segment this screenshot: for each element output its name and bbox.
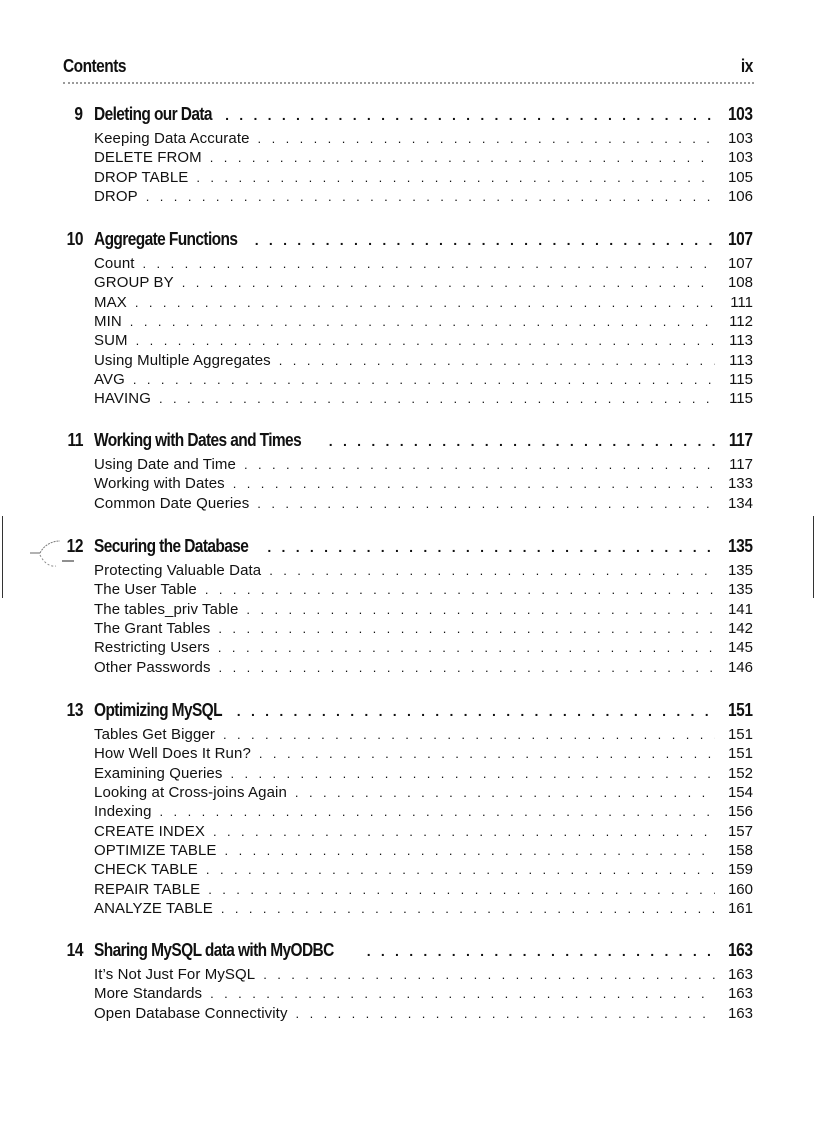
section-page-number: 158 — [727, 842, 753, 860]
section-title: Other Passwords — [94, 658, 211, 676]
dot-leader — [267, 539, 718, 555]
section-entry[interactable] — [94, 639, 753, 658]
chapter-title: Aggregate Functions — [94, 229, 238, 249]
section-title: REPAIR TABLE — [94, 880, 201, 898]
dot-leader — [160, 804, 715, 819]
section-page-number: 157 — [727, 822, 753, 840]
dot-leader — [143, 256, 715, 271]
section-page-number: 112 — [729, 313, 753, 331]
section-page-number: 142 — [727, 620, 753, 638]
dot-leader — [225, 843, 715, 858]
section-entry[interactable] — [94, 495, 753, 514]
running-header-page-number: ix — [741, 56, 753, 76]
dot-leader — [146, 189, 715, 204]
dot-leader — [255, 232, 719, 248]
section-page-number: 107 — [727, 255, 753, 272]
section-entry[interactable] — [94, 726, 753, 745]
dot-leader — [219, 660, 715, 675]
chapter-number: 14 — [66, 940, 83, 960]
section-title: SUM — [94, 332, 128, 350]
dot-leader — [295, 785, 715, 800]
section-entry[interactable] — [94, 149, 753, 168]
chapter-number: 10 — [66, 229, 83, 249]
section-title: It’s Not Just For MySQL — [94, 966, 256, 983]
dot-leader — [221, 901, 715, 916]
section-title: GROUP BY — [94, 274, 174, 292]
section-entry[interactable] — [94, 745, 753, 764]
dot-leader — [269, 563, 715, 578]
section-page-number: 156 — [727, 803, 753, 821]
chapter-page-number: 163 — [728, 940, 753, 960]
section-title: MAX — [94, 293, 127, 311]
chapter-line — [94, 536, 753, 557]
section-entry[interactable] — [94, 274, 753, 293]
section-page-number: 151 — [727, 726, 753, 743]
section-page-number: 163 — [727, 1004, 753, 1022]
section-title: The tables_priv Table — [94, 600, 239, 618]
section-title: Working with Dates — [94, 475, 225, 493]
dot-leader — [263, 967, 715, 982]
section-title: Protecting Valuable Data — [94, 562, 262, 579]
section-entry[interactable] — [94, 332, 753, 351]
section-title: DROP — [94, 188, 138, 206]
chapter-page-number: 107 — [728, 229, 753, 249]
chapter-line — [94, 430, 753, 451]
dot-leader — [258, 131, 715, 146]
section-title: ANALYZE TABLE — [94, 900, 213, 918]
chapter-line — [94, 700, 753, 721]
dot-leader — [159, 391, 715, 406]
section-title: The Grant Tables — [94, 620, 211, 638]
dot-leader — [210, 986, 715, 1001]
section-page-number: 163 — [727, 985, 753, 1003]
section-entry[interactable] — [94, 475, 753, 494]
right-edge-mark — [813, 516, 814, 598]
chapter-title: Working with Dates and Times — [94, 430, 302, 450]
section-title: CREATE INDEX — [94, 822, 205, 840]
section-page-number: 154 — [727, 784, 753, 802]
dot-leader — [218, 621, 715, 636]
dot-leader — [206, 862, 715, 877]
section-page-number: 135 — [727, 581, 753, 599]
chapter-line — [94, 229, 753, 250]
section-entry[interactable] — [94, 352, 753, 371]
section-entry[interactable] — [94, 581, 753, 600]
chapter-line — [94, 104, 753, 125]
dot-leader — [196, 170, 715, 185]
section-entry[interactable] — [94, 456, 753, 475]
section-page-number: 141 — [727, 600, 753, 618]
section-title: The User Table — [94, 581, 197, 599]
section-page-number: 163 — [727, 966, 753, 983]
dot-leader — [130, 314, 715, 329]
section-page-number: 111 — [730, 293, 753, 311]
section-entry[interactable] — [94, 130, 753, 149]
dot-leader — [225, 107, 718, 123]
section-entry[interactable] — [94, 842, 753, 861]
section-title: Examining Queries — [94, 764, 223, 782]
section-title: AVG — [94, 371, 125, 389]
section-entry[interactable] — [94, 659, 753, 678]
section-entry[interactable] — [94, 620, 753, 639]
section-page-number: 160 — [727, 880, 753, 898]
running-header-title: Contents — [63, 56, 126, 76]
section-page-number: 151 — [727, 745, 753, 763]
dot-leader — [279, 353, 715, 368]
section-entry[interactable] — [94, 294, 753, 313]
section-entry[interactable] — [94, 861, 753, 880]
section-page-number: 146 — [727, 658, 753, 676]
section-entry[interactable] — [94, 255, 753, 274]
section-title: MIN — [94, 313, 122, 331]
dot-leader — [233, 476, 715, 491]
section-entry[interactable] — [94, 881, 753, 900]
dot-leader — [237, 703, 719, 719]
section-title: CHECK TABLE — [94, 861, 198, 879]
section-page-number: 103 — [727, 130, 753, 147]
section-page-number: 113 — [729, 332, 753, 350]
dot-leader — [213, 824, 715, 839]
dot-leader — [208, 882, 715, 897]
chapter-title: Securing the Database — [94, 536, 249, 556]
section-page-number: 103 — [727, 149, 753, 167]
dot-leader — [133, 372, 715, 387]
section-title: Indexing — [94, 803, 152, 821]
section-entry[interactable] — [94, 823, 753, 842]
dot-leader — [259, 746, 715, 761]
section-title: Restricting Users — [94, 639, 210, 657]
chapter-heading-row[interactable] — [0, 430, 816, 454]
dot-leader — [182, 275, 715, 290]
section-entry[interactable] — [94, 313, 753, 332]
section-title: Using Multiple Aggregates — [94, 351, 271, 369]
dot-leader — [205, 582, 715, 597]
section-entry[interactable] — [94, 562, 753, 581]
section-title: Looking at Cross-joins Again — [94, 784, 287, 802]
section-entry[interactable] — [94, 966, 753, 985]
section-page-number: 113 — [729, 351, 753, 369]
section-title: Tables Get Bigger — [94, 726, 215, 743]
dot-leader — [329, 433, 720, 449]
chapter-number: 13 — [66, 700, 83, 720]
chapter-page-number: 103 — [728, 104, 753, 124]
chapter-title: Sharing MySQL data with MyODBC — [94, 940, 334, 960]
section-title: How Well Does It Run? — [94, 745, 251, 763]
chapter-page-number: 135 — [728, 536, 753, 556]
dot-leader — [218, 640, 715, 655]
chapter-number: 9 — [74, 104, 83, 124]
section-page-number: 152 — [727, 764, 753, 782]
section-entry[interactable] — [94, 765, 753, 784]
dot-leader — [257, 496, 715, 511]
section-page-number: 159 — [727, 861, 753, 879]
section-page-number: 133 — [727, 475, 753, 493]
section-entry[interactable] — [94, 900, 753, 919]
dot-leader — [223, 727, 715, 742]
dot-leader — [296, 1006, 715, 1021]
left-edge-mark — [2, 516, 3, 598]
section-entry[interactable] — [94, 188, 753, 207]
section-title: Using Date and Time — [94, 456, 236, 473]
pencil-annotation-mark — [26, 533, 76, 573]
section-page-number: 106 — [727, 188, 753, 206]
section-page-number: 115 — [729, 371, 753, 389]
section-page-number: 145 — [727, 639, 753, 657]
section-title: Count — [94, 255, 135, 272]
section-page-number: 115 — [729, 390, 753, 408]
chapter-page-number: 117 — [729, 430, 753, 450]
section-title: DELETE FROM — [94, 149, 202, 167]
section-page-number: 161 — [727, 900, 753, 918]
section-title: OPTIMIZE TABLE — [94, 842, 217, 860]
chapter-title: Deleting our Data — [94, 104, 212, 124]
dot-leader — [244, 457, 715, 472]
dot-leader — [136, 333, 715, 348]
section-page-number: 117 — [729, 456, 753, 473]
section-title: DROP TABLE — [94, 168, 189, 186]
chapter-number: 12 — [66, 536, 83, 556]
section-page-number: 134 — [727, 494, 753, 512]
section-page-number: 105 — [727, 168, 753, 186]
chapter-heading-row[interactable] — [0, 940, 816, 964]
dot-leader — [210, 150, 715, 165]
section-entry[interactable] — [94, 601, 753, 620]
dot-leader — [367, 943, 719, 959]
chapter-title: Optimizing MySQL — [94, 700, 222, 720]
section-entry[interactable] — [94, 390, 753, 409]
section-title: Keeping Data Accurate — [94, 130, 250, 147]
dot-leader — [246, 602, 715, 617]
dot-leader — [230, 766, 715, 781]
chapter-heading-row[interactable] — [0, 536, 816, 560]
chapter-heading-row[interactable] — [0, 700, 816, 724]
chapter-line — [94, 940, 753, 961]
section-entry[interactable] — [94, 371, 753, 390]
dot-leader — [135, 295, 715, 310]
section-entry[interactable] — [94, 985, 753, 1004]
section-title: Common Date Queries — [94, 494, 250, 512]
section-entry[interactable] — [94, 169, 753, 188]
section-title: Open Database Connectivity — [94, 1004, 288, 1022]
section-page-number: 108 — [727, 274, 753, 292]
section-entry[interactable] — [94, 784, 753, 803]
section-entry[interactable] — [94, 803, 753, 822]
chapter-heading-row[interactable] — [0, 229, 816, 253]
section-entry[interactable] — [94, 1005, 753, 1024]
section-title: HAVING — [94, 390, 151, 408]
section-title: More Standards — [94, 985, 203, 1003]
chapter-page-number: 151 — [728, 700, 753, 720]
chapter-number: 11 — [67, 430, 83, 450]
chapter-heading-row[interactable] — [0, 104, 816, 128]
section-page-number: 135 — [727, 562, 753, 579]
